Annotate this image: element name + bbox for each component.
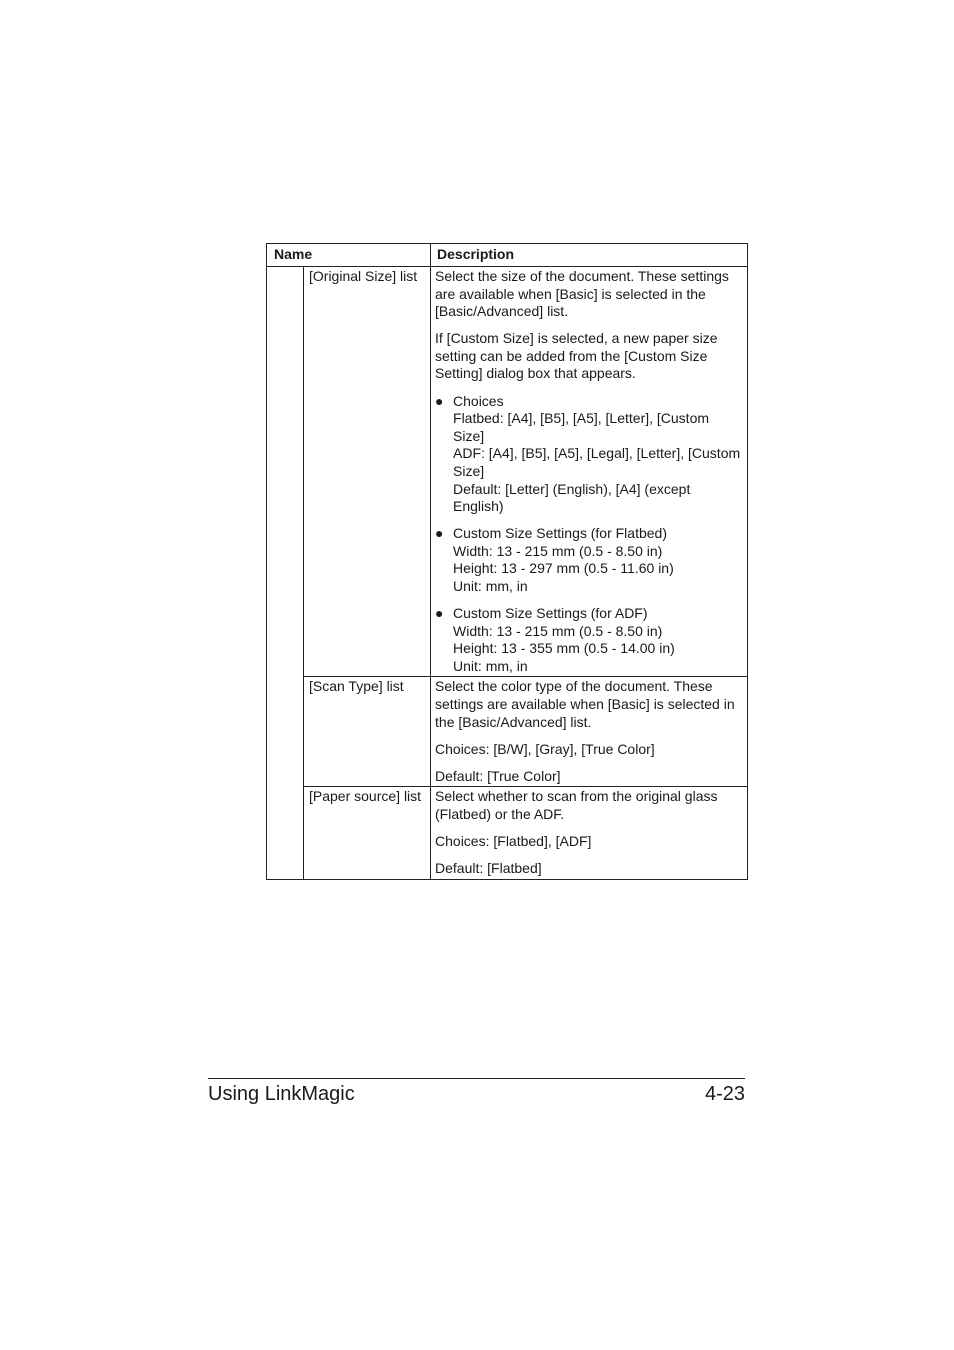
description-paragraph: Select the color type of the document. These settings are available when [Basic] is selected in the [Basic/Advanced] list. — [435, 678, 735, 730]
bullet-item — [435, 393, 743, 516]
page-number: 4-23 — [704, 1083, 745, 1105]
bullet-line: Custom Size Settings (for ADF) — [453, 605, 648, 622]
table-row — [267, 677, 748, 787]
bullet-line: Width: 13 - 215 mm (0.5 - 8.50 in) — [453, 622, 663, 639]
bullet-line: Default: [Letter] (English), [A4] (except English) — [453, 480, 691, 515]
setting-description — [431, 787, 748, 879]
bullet-line: Height: 13 - 355 mm (0.5 - 14.00 in) — [453, 640, 675, 657]
description-paragraph: Default: [Flatbed] — [435, 860, 542, 877]
description-paragraph: Select the size of the document. These settings are available when [Basic] is selected in the [Basic/Advanced] list. — [435, 268, 729, 320]
bullet-line: Unit: mm, in — [453, 578, 528, 594]
bullet-line: Custom Size Settings (for Flatbed) — [453, 525, 667, 542]
setting-description — [431, 677, 748, 787]
bullet-line: Choices — [453, 392, 504, 409]
description-paragraph: If [Custom Size] is selected, a new paper size setting can be added from the [Custom Size Setting] dialog box that appears. — [435, 330, 718, 382]
bullet-icon: ● — [435, 392, 444, 409]
bullet-icon: ● — [435, 525, 444, 542]
bullet-line: ADF: [A4], [B5], [A5], [Legal], [Letter], [Custom Size] — [453, 445, 741, 479]
description-paragraph: Default: [True Color] — [435, 767, 561, 784]
footer-section-title: Using LinkMagic — [208, 1083, 355, 1105]
setting-name: [Paper source] list — [304, 787, 431, 879]
bullet-line: Width: 13 - 215 mm (0.5 - 8.50 in) — [453, 542, 663, 559]
name-column-header: Name — [267, 244, 431, 267]
table-header-row — [267, 244, 748, 267]
setting-name: [Original Size] list — [304, 267, 431, 677]
description-column-header: Description — [431, 244, 748, 267]
description-paragraph: Choices: [Flatbed], [ADF] — [435, 833, 592, 850]
bullet-line: Flatbed: [A4], [B5], [A5], [Letter], [Custom Size] — [453, 410, 710, 444]
description-paragraph: Choices: [B/W], [Gray], [True Color] — [435, 740, 655, 757]
bullet-line: Unit: mm, in — [453, 657, 528, 674]
bullet-icon: ● — [435, 605, 444, 622]
footer-divider — [208, 1078, 745, 1079]
bullet-item — [435, 525, 743, 595]
bullet-item — [435, 605, 743, 675]
table-row — [267, 267, 748, 677]
setting-description — [431, 267, 748, 677]
bullet-line: Height: 13 - 297 mm (0.5 - 11.60 in) — [453, 560, 674, 577]
description-paragraph: Select whether to scan from the original glass (Flatbed) or the ADF. — [435, 788, 718, 823]
table-row — [267, 787, 748, 879]
indent-cell — [267, 267, 304, 880]
settings-table — [266, 243, 748, 880]
setting-name: [Scan Type] list — [304, 677, 431, 787]
